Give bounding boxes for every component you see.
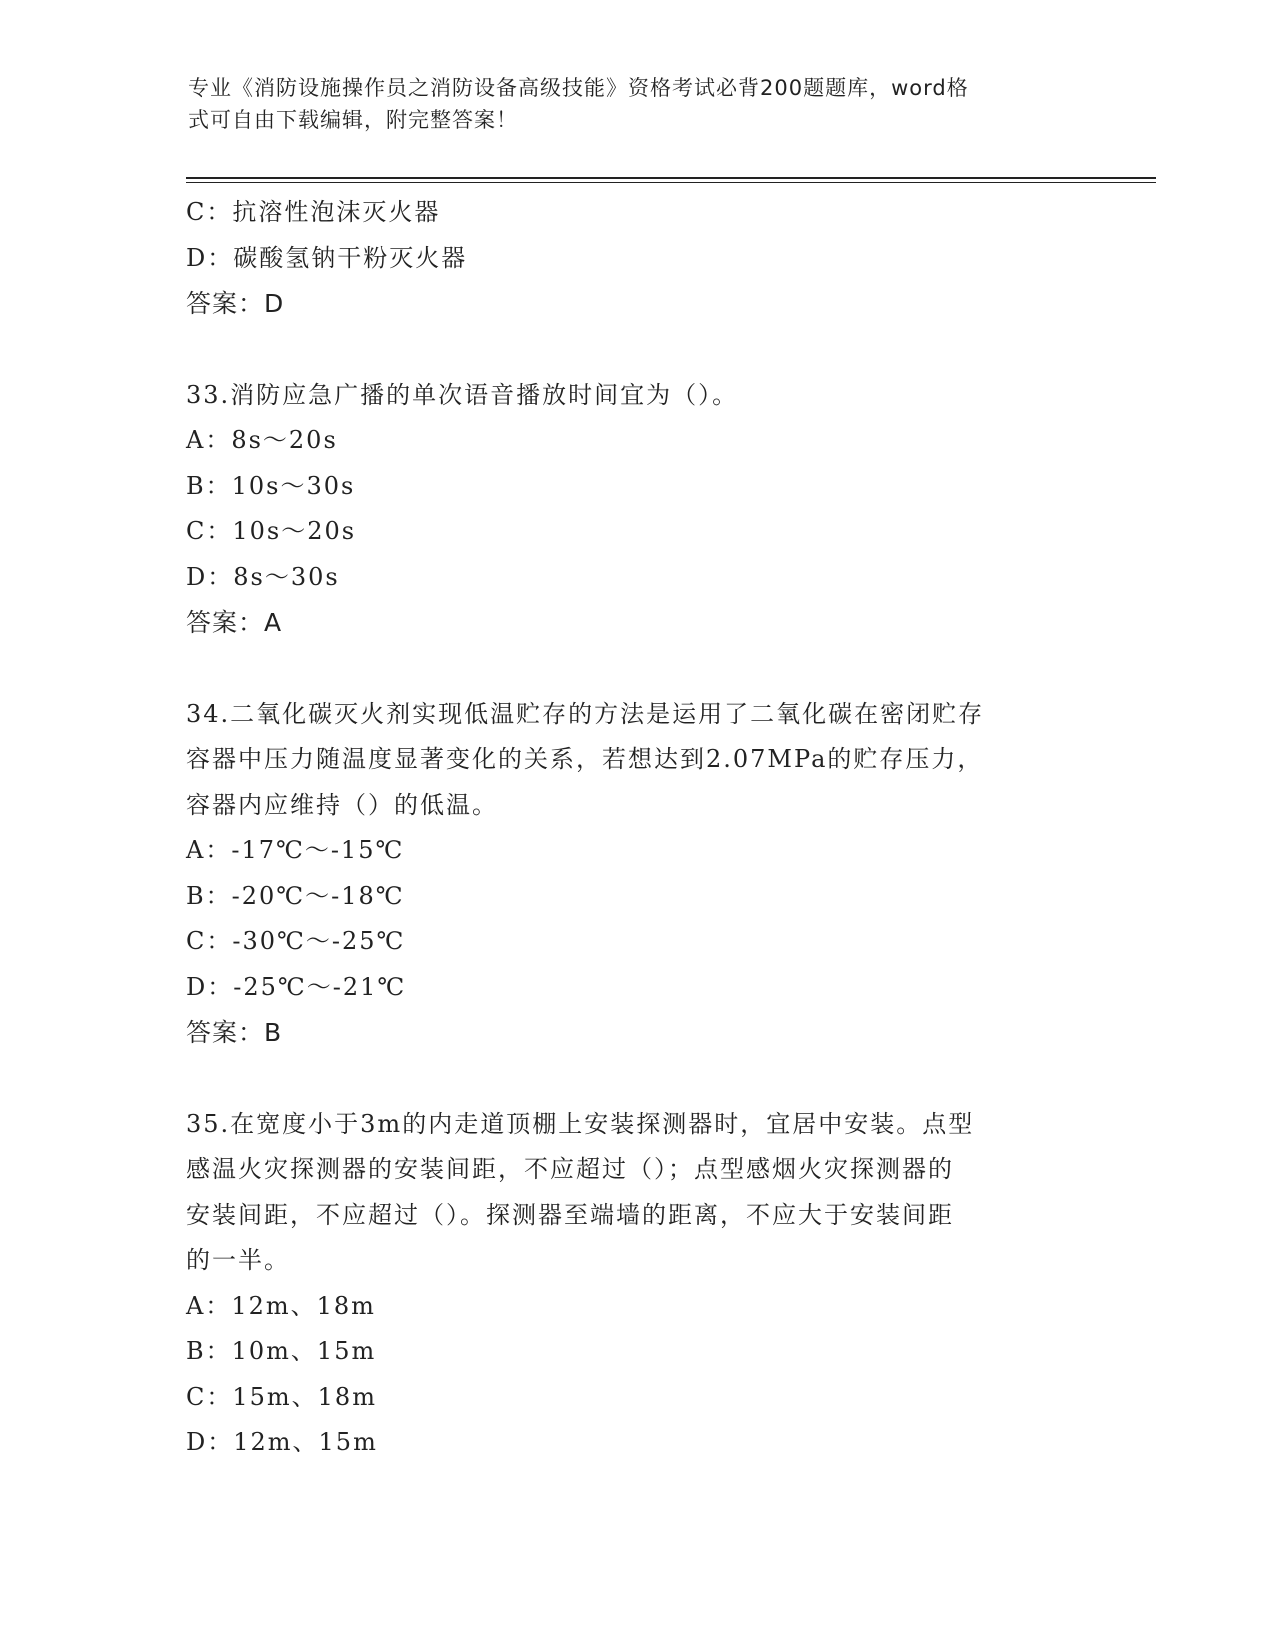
option-b: B：10s～30s: [186, 471, 356, 500]
option-d: D：12m、15m: [186, 1428, 378, 1456]
question-stem-line: 的一半。: [186, 1246, 290, 1274]
option-a: A：8s～20s: [186, 426, 338, 454]
option-c: C：15m、18m: [186, 1382, 377, 1411]
spacer: [186, 646, 1086, 692]
question-stem-line: 容器内应维持（）的低温。: [186, 790, 498, 819]
answer-line: 答案：A: [186, 608, 283, 637]
question-33: [186, 373, 1086, 646]
option-b: B：-20℃～-18℃: [186, 881, 405, 910]
question-34: [186, 692, 1086, 1056]
option-c: C：10s～20s: [186, 517, 357, 545]
question-stem-line: 34.二氧化碳灭火剂实现低温贮存的方法是运用了二氧化碳在密闭贮存: [186, 699, 985, 728]
question-stem-line: 35.在宽度小于3m的内走道顶棚上安装探测器时，宜居中安装。点型: [186, 1109, 975, 1138]
spacer: [186, 327, 1086, 373]
option-a: A：12m、18m: [186, 1291, 376, 1320]
option-c: C：-30℃～-25℃: [186, 927, 406, 955]
question-stem-line: 安装间距，不应超过（）。探测器至端墙的距离，不应大于安装间距: [186, 1200, 954, 1229]
option-b: B：10m、15m: [186, 1337, 377, 1365]
option-d: D：8s～30s: [186, 562, 340, 591]
document-header: [188, 72, 1068, 136]
question-stem-line: 感温火灾探测器的安装间距，不应超过（）；点型感烟火灾探测器的: [186, 1155, 954, 1183]
answer-line: 答案：D: [186, 289, 285, 318]
question-stem-line: 容器中压力随温度显著变化的关系，若想达到2.07MPa的贮存压力，: [186, 745, 984, 773]
option-a: A：-17℃～-15℃: [186, 836, 405, 864]
prev-question-block: [186, 190, 1086, 327]
question-35: [186, 1102, 1086, 1466]
option-d: D：-25℃～-21℃: [186, 972, 407, 1001]
header-divider-thin: [186, 182, 1156, 183]
answer-line: 答案：B: [186, 1018, 283, 1047]
header-divider-thick: [186, 177, 1156, 179]
header-line-1: 专业《消防设施操作员之消防设备高级技能》资格考试必背200题题库，word格: [188, 76, 969, 100]
option-d: D：碳酸氢钠干粉灭火器: [186, 243, 468, 272]
question-stem-line: 33.消防应急广播的单次语音播放时间宜为（）。: [186, 380, 739, 409]
spacer: [186, 1056, 1086, 1102]
option-c: C：抗溶性泡沫灭火器: [186, 198, 441, 226]
question-content: [186, 190, 1086, 1466]
header-line-2: 式可自由下载编辑，附完整答案！: [188, 108, 518, 132]
